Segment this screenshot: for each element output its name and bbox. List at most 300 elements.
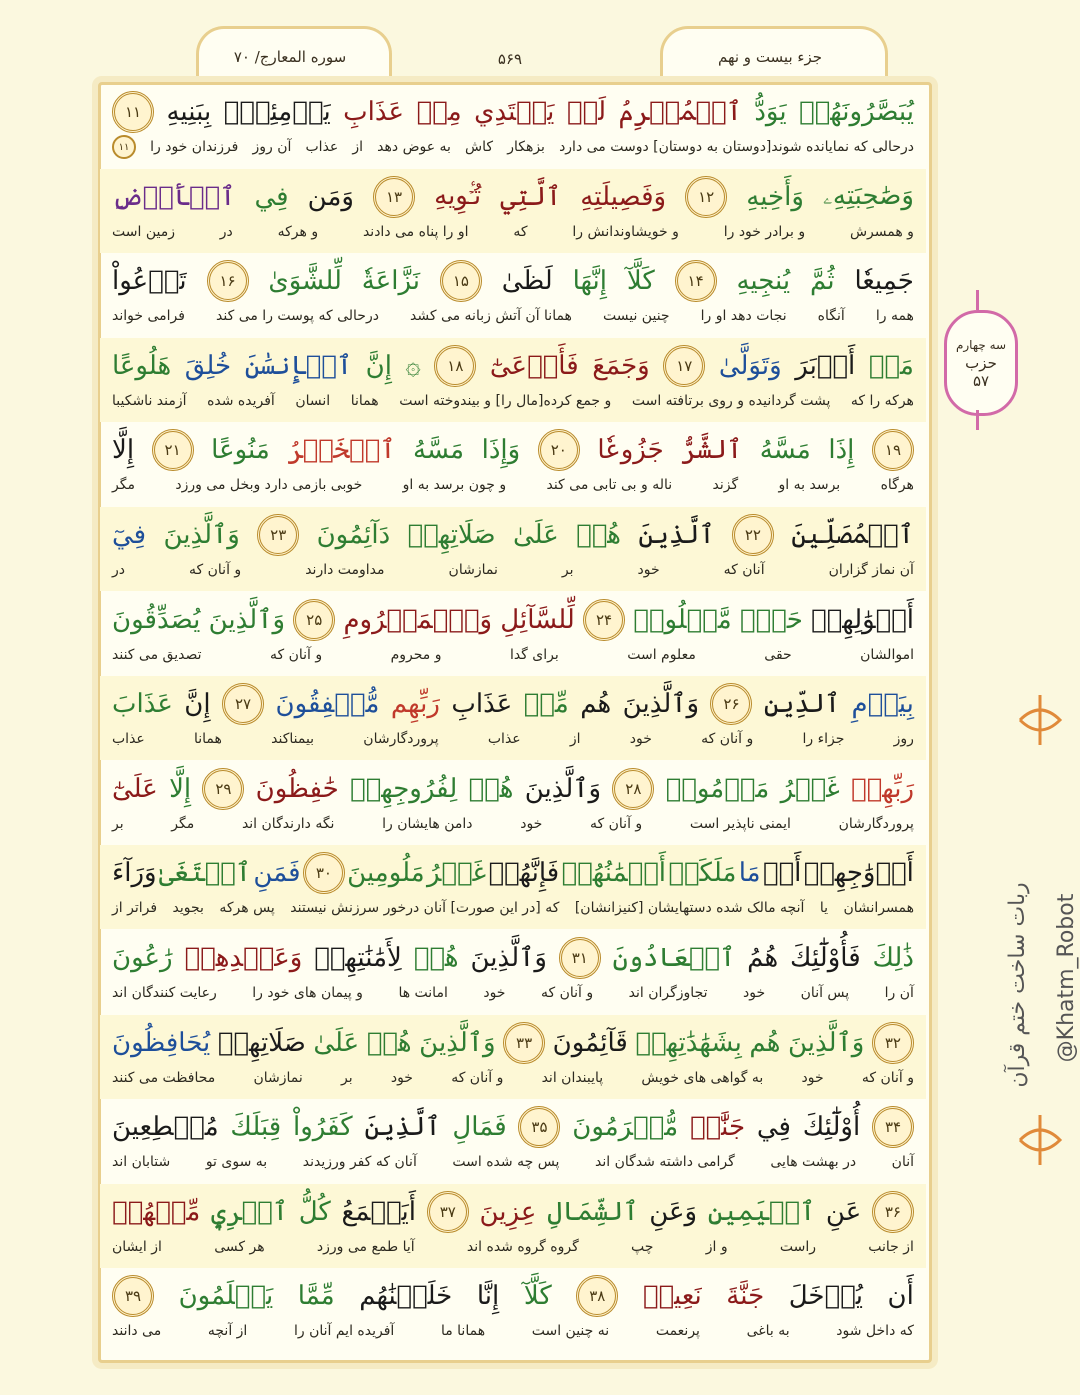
arabic-word: هُمۡ bbox=[366, 1027, 412, 1058]
translation-word: پروردگارشان bbox=[363, 731, 439, 748]
translation-word: می دانند bbox=[112, 1323, 162, 1340]
translation-word: همه را bbox=[875, 308, 914, 325]
translation-word: نمازشان bbox=[448, 562, 498, 578]
arabic-word: تَدۡعُواْ bbox=[112, 266, 187, 297]
arabic-word: أَمۡوَٰلِهِمۡ bbox=[811, 604, 914, 635]
persian-translation bbox=[112, 1318, 914, 1344]
arabic-word: جَنَّٰتٖ bbox=[689, 1112, 746, 1143]
translation-word: آیا طمع می ورزد bbox=[316, 1238, 415, 1255]
arabic-word: صَلَاتِهِمۡ bbox=[407, 520, 496, 550]
arabic-word: حَٰفِظُونَ bbox=[255, 773, 339, 804]
arabic-word: فَأَوۡعَىٰٓ bbox=[489, 350, 579, 381]
arabic-word: إِلَّا bbox=[169, 773, 192, 804]
arabic-word: عِزِينَ bbox=[479, 1196, 537, 1227]
arabic-word: يُحَافِظُونَ bbox=[112, 1027, 211, 1058]
arabic-text bbox=[112, 1103, 914, 1151]
arabic-word: مِّمَّا bbox=[297, 1281, 335, 1312]
arabic-word: وَإِذَا bbox=[481, 435, 521, 466]
arabic-word: أَدۡبَرَ bbox=[795, 350, 856, 381]
verse-line bbox=[100, 422, 926, 506]
arabic-word: وَٱلَّذِينَ bbox=[208, 604, 285, 635]
verse-line bbox=[100, 169, 926, 253]
arabic-text bbox=[112, 934, 914, 982]
translation-word: همسرانشان bbox=[843, 900, 914, 917]
translation-word: و آنان که bbox=[861, 1069, 914, 1086]
arabic-text bbox=[112, 426, 914, 474]
translation-word: فراتر از bbox=[112, 900, 158, 917]
arabic-word: أَيۡمَٰنُهُمۡ bbox=[561, 858, 667, 889]
translation-word: و هرکه bbox=[277, 223, 319, 240]
translation-word: عذاب bbox=[112, 731, 145, 748]
arabic-word: عَذَابِ bbox=[451, 689, 513, 720]
persian-translation bbox=[112, 134, 914, 160]
translation-word: در bbox=[219, 223, 233, 240]
translation-word: تجاوزگران اند bbox=[628, 985, 708, 1001]
arabic-word: كَلَّآ bbox=[523, 1281, 552, 1312]
arabic-word: كُلُّ bbox=[298, 1196, 331, 1227]
translation-word: بجوید bbox=[172, 900, 204, 917]
arabic-word: وَجَمَعَ bbox=[592, 350, 650, 381]
arabic-word: مَسَّهُ bbox=[413, 435, 465, 466]
persian-translation bbox=[112, 557, 914, 583]
translation-word: یا bbox=[819, 900, 828, 917]
hizb-tip-bottom bbox=[976, 410, 979, 430]
arabic-word: ٱلشَّرُّ bbox=[681, 435, 743, 466]
arabic-word: تُـٔۡوِيهِ bbox=[434, 181, 482, 212]
translation-word: پس هرکه bbox=[219, 900, 275, 917]
arabic-word: جَنَّةَ bbox=[726, 1281, 765, 1312]
translation-word: گزند bbox=[712, 477, 739, 494]
translation-word: برای گدا bbox=[509, 646, 559, 663]
arabic-word: عَنِ bbox=[825, 1196, 862, 1227]
ayah-number-marker: ۲۲ bbox=[732, 514, 774, 556]
arabic-word: مَا bbox=[738, 858, 761, 889]
arabic-text bbox=[112, 596, 914, 644]
arabic-word: يُنجِيهِ bbox=[736, 266, 791, 297]
arabic-word: هَلُوعًا bbox=[112, 350, 172, 381]
translation-word: و از bbox=[705, 1238, 728, 1255]
ayah-number-marker: ۲۹ bbox=[202, 768, 244, 810]
arabic-word: إِلَّا bbox=[112, 435, 135, 466]
arabic-text bbox=[112, 257, 914, 305]
arabic-word: يُصَدِّقُونَ bbox=[112, 604, 201, 635]
translation-word: آزمند ناشکیبا bbox=[112, 392, 187, 409]
verse-line bbox=[100, 1268, 926, 1352]
persian-translation bbox=[112, 472, 914, 498]
arabic-word: ٱلَّذِينَ bbox=[638, 520, 715, 550]
persian-translation bbox=[112, 642, 914, 668]
translation-word: از جانب bbox=[868, 1238, 914, 1255]
arabic-word: رَبِّهِمۡ bbox=[851, 773, 914, 804]
arabic-word: وَٱلَّذِينَ bbox=[419, 1027, 496, 1058]
arabic-word: مَّعۡلُومٞ bbox=[633, 604, 732, 635]
ayah-number-marker: ۲۳ bbox=[257, 514, 299, 556]
arabic-word: عَلَىٰ bbox=[512, 520, 559, 550]
arabic-word: لِّلسَّآئِلِ bbox=[500, 604, 575, 635]
translation-word: ایمنی ناپذیر است bbox=[689, 815, 791, 832]
translation-word: رعایت کنندگان اند bbox=[112, 985, 217, 1001]
arabic-word: مُّشۡفِقُونَ bbox=[275, 689, 380, 720]
translation-word: از ایشان bbox=[112, 1238, 162, 1255]
arabic-text bbox=[112, 1019, 914, 1067]
verse-line bbox=[100, 1015, 926, 1099]
translation-word: بر bbox=[341, 1069, 353, 1086]
arabic-word: وَٱلَّذِينَ bbox=[163, 520, 240, 550]
ayah-number-marker: ۳۲ bbox=[872, 1022, 914, 1064]
ayah-number-marker: ۳۶ bbox=[872, 1191, 914, 1233]
arabic-text bbox=[112, 765, 914, 813]
translation-word: که داخل شود bbox=[836, 1323, 914, 1340]
verse-line bbox=[100, 338, 926, 422]
translation-word: فرزندان خود را bbox=[150, 139, 239, 155]
arabic-word: مِّنۡهُمۡ bbox=[112, 1196, 201, 1227]
hizb-badge bbox=[944, 310, 1018, 416]
translation-word: چنین نیست bbox=[603, 308, 670, 325]
arabic-word: حَقّٞ bbox=[739, 604, 803, 635]
arabic-word: مَسَّهُ bbox=[759, 435, 811, 466]
ornament-icon bbox=[1010, 1110, 1070, 1170]
translation-word: آنان که bbox=[723, 562, 765, 578]
translation-word: مگر bbox=[112, 477, 135, 494]
persian-translation bbox=[112, 303, 914, 329]
arabic-word: ثُمَّ bbox=[810, 266, 835, 297]
translation-word: چپ bbox=[631, 1238, 654, 1255]
translation-word: بر bbox=[112, 815, 124, 832]
arabic-text bbox=[112, 849, 914, 897]
translation-word: فرامی خواند bbox=[112, 308, 185, 325]
verse-line bbox=[100, 84, 926, 168]
arabic-word: مَلَكَتۡ bbox=[668, 858, 737, 889]
translation-word: جزاء را bbox=[802, 731, 845, 748]
translation-word: آن را bbox=[884, 985, 914, 1001]
arabic-word: عَذَابَ bbox=[112, 689, 173, 720]
ayah-number-marker: ۲۷ bbox=[222, 683, 264, 725]
persian-translation bbox=[112, 219, 914, 245]
arabic-word: وَٱلَّذِينَ bbox=[470, 943, 547, 973]
translation-word: نجات دهد او را bbox=[700, 308, 787, 325]
persian-translation bbox=[112, 980, 914, 1006]
translation-word: و پیمان های خود را bbox=[252, 985, 363, 1001]
arabic-word: هُمۡ bbox=[468, 773, 514, 804]
arabic-word: خَلَقۡنَٰهُم bbox=[359, 1281, 453, 1312]
ayah-number-marker: ۳۷ bbox=[427, 1191, 469, 1233]
translation-word: از آنچه bbox=[207, 1323, 248, 1340]
arabic-word: لِّلشَّوَىٰ bbox=[268, 266, 342, 297]
translation-word: اموالشان bbox=[860, 646, 914, 663]
ayah-number-marker: ۱۲ bbox=[685, 176, 727, 218]
arabic-word: غَيۡرُ bbox=[780, 773, 840, 804]
arabic-word: ٱلۡإِنسَٰنَ bbox=[244, 350, 353, 381]
arabic-word: وَٱلَّذِينَ bbox=[622, 689, 700, 720]
translation-word: هرگاه bbox=[880, 477, 914, 494]
watermark bbox=[1000, 780, 1079, 1180]
arabic-word: دَآئِمُونَ bbox=[316, 520, 391, 550]
translation-word: برسد به او bbox=[778, 477, 841, 494]
translation-word: پرنعمت bbox=[655, 1323, 700, 1340]
arabic-word: وَتَوَلَّىٰ bbox=[718, 350, 782, 381]
ayah-number-marker: ۱۸ bbox=[434, 345, 476, 387]
arabic-word: قِبَلَكَ bbox=[230, 1112, 282, 1143]
ayah-number-marker: ۲۸ bbox=[612, 768, 654, 810]
hizb-quarter: سه چهارم bbox=[955, 338, 1007, 352]
translation-word: نگه دارندگان اند bbox=[241, 815, 335, 832]
arabic-word: وَرَآءَ bbox=[112, 858, 157, 889]
translation-word: گروه گروه شده اند bbox=[466, 1238, 579, 1255]
arabic-word: ٱلَّتِي bbox=[500, 181, 562, 212]
arabic-word: قَآئِمُونَ bbox=[552, 1027, 628, 1058]
juz-label: جزء بیست و نهم bbox=[717, 48, 823, 66]
arabic-text bbox=[112, 511, 914, 559]
translation-word: آنچه مالک شده دستهایشان [کنیزانشان] bbox=[574, 900, 805, 917]
translation-word: خوبی بازمی دارد وبخل می ورزد bbox=[175, 477, 363, 494]
translation-word: و محروم bbox=[390, 646, 442, 663]
arabic-word: فَأُوْلَٰٓئِكَ bbox=[790, 943, 861, 973]
arabic-word: بِيَوۡمِ bbox=[851, 689, 914, 720]
ayah-number-marker: ۲۶ bbox=[710, 683, 752, 725]
ayah-number-marker: ۱۹ bbox=[872, 429, 914, 471]
arabic-word: مِّنۡ bbox=[523, 689, 569, 720]
verse-line bbox=[100, 845, 926, 929]
translation-word: کاش bbox=[465, 139, 494, 155]
ayah-number-marker: ۳۸ bbox=[576, 1275, 618, 1317]
translation-word: آنان bbox=[891, 1154, 914, 1171]
arabic-word: وَأَخِيهِ bbox=[746, 181, 804, 212]
translation-word: و همسرش bbox=[849, 223, 914, 240]
translation-word: محافظت می کنند bbox=[112, 1069, 216, 1086]
arabic-word: فَمَالِ bbox=[452, 1112, 507, 1143]
arabic-word: ٱلَّذِينَ bbox=[364, 1112, 441, 1143]
arabic-word: ٱلۡأَرۡضِ bbox=[112, 181, 236, 212]
ornament-icon bbox=[1010, 690, 1070, 750]
arabic-word: ٱلۡمُجۡرِمُ bbox=[618, 97, 742, 127]
ayah-number-marker: ۱۵ bbox=[440, 260, 482, 302]
translation-word: بر bbox=[561, 562, 574, 578]
arabic-word: وَٱلَّذِينَ bbox=[787, 1027, 865, 1058]
translation-word: آن روز bbox=[252, 139, 292, 155]
ayah-number-marker: ۱۴ bbox=[675, 260, 717, 302]
translation-word: که [در این صورت] آنان درخور سرزنش نیستند bbox=[290, 900, 560, 917]
translation-word: آنان که کفر ورزیدند bbox=[302, 1154, 417, 1171]
translation-word: از bbox=[569, 731, 581, 748]
translation-word: خود bbox=[629, 731, 652, 748]
translation-word: پایبندان اند bbox=[541, 1069, 604, 1086]
arabic-word: رَٰعُونَ bbox=[112, 943, 173, 973]
ayah-number-marker: ۳۴ bbox=[872, 1106, 914, 1148]
arabic-word: نَعِيمٖ bbox=[642, 1281, 702, 1312]
translation-word: خود bbox=[483, 985, 506, 1001]
arabic-word: يَعۡلَمُونَ bbox=[178, 1281, 274, 1312]
ayah-number-marker: ۳۹ bbox=[112, 1275, 154, 1317]
translation-word: او را پناه می دادند bbox=[362, 223, 469, 240]
arabic-word: ٱلۡخَيۡرُ bbox=[287, 435, 396, 466]
arabic-word: وَٱلۡمَحۡرُومِ bbox=[343, 604, 493, 635]
translation-word: و آنان که bbox=[189, 562, 242, 578]
translation-word: پشت گردانیده و روی برتافته است bbox=[631, 392, 831, 409]
ayah-number-marker: ۳۰ bbox=[303, 852, 345, 894]
arabic-word: كَلَّآ bbox=[626, 266, 655, 297]
translation-word: پروردگارشان bbox=[838, 815, 914, 832]
arabic-word: فِي bbox=[254, 181, 289, 212]
arabic-word: فَمَنِ bbox=[253, 858, 301, 889]
arabic-word: أَن bbox=[887, 1281, 914, 1312]
translation-word: شتابان اند bbox=[112, 1154, 171, 1171]
page-number: ۵۶۹ bbox=[497, 50, 523, 68]
arabic-word: بِبَنِيهِ bbox=[166, 97, 212, 127]
arabic-word: إِنَّا bbox=[476, 1281, 500, 1312]
persian-translation bbox=[112, 388, 914, 414]
surah-name: سوره المعارج/ ۷۰ bbox=[233, 48, 347, 66]
translation-word: و چون برسد به او bbox=[402, 477, 507, 494]
ayah-number-marker: ۲۰ bbox=[538, 429, 580, 471]
translation-word: پس آنان bbox=[800, 985, 850, 1001]
arabic-word: هُمۡ bbox=[576, 520, 622, 550]
arabic-word: إِذَا bbox=[828, 435, 855, 466]
arabic-word: ٱلشِّمَالِ bbox=[547, 1196, 639, 1227]
arabic-word: عَلَىٰٓ bbox=[112, 773, 158, 804]
arabic-word: ۞ bbox=[405, 350, 421, 381]
arabic-word: مَنُوعًا bbox=[211, 435, 270, 466]
translation-word: در bbox=[112, 562, 125, 578]
watermark-title: ربات ساخت ختم قرآن bbox=[1005, 882, 1030, 1088]
persian-translation bbox=[112, 1065, 914, 1091]
arabic-word: أَوۡ bbox=[762, 858, 802, 889]
translation-word: عذاب bbox=[305, 139, 339, 155]
arabic-word: مَنۡ bbox=[868, 350, 914, 381]
persian-translation bbox=[112, 895, 914, 921]
arabic-word: وَٱلَّذِينَ bbox=[524, 773, 602, 804]
arabic-word: مِنۡ bbox=[416, 97, 462, 127]
translation-word: همانا bbox=[194, 731, 222, 748]
translation-word: همانا ما bbox=[440, 1323, 486, 1340]
arabic-word: ٱمۡرِيٕٖ bbox=[211, 1196, 288, 1227]
arabic-word: هُم bbox=[580, 689, 612, 720]
translation-word: آن نماز گزاران bbox=[828, 562, 914, 578]
translation-word: مداومت دارند bbox=[305, 562, 385, 578]
arabic-word: هُم bbox=[749, 1027, 781, 1058]
arabic-word: لِفُرُوجِهِمۡ bbox=[350, 773, 458, 804]
translation-word: بزهکار bbox=[507, 139, 545, 155]
translation-word: از bbox=[352, 139, 364, 155]
translation-word: درحالی که پوست را می کند bbox=[216, 308, 379, 325]
translation-word: زمین است bbox=[112, 223, 175, 240]
translation-word: و آنان که bbox=[590, 815, 643, 832]
arabic-word: أَيَطۡمَعُ bbox=[341, 1196, 417, 1227]
arabic-word: ٱبۡتَغَىٰ bbox=[158, 858, 252, 889]
arabic-word: فَإِنَّهُمۡ bbox=[488, 858, 560, 889]
arabic-word: أُوْلَٰٓئِكَ bbox=[802, 1112, 861, 1143]
verse-line bbox=[100, 1099, 926, 1183]
arabic-word: ٱلدِّينِ bbox=[763, 689, 841, 720]
ayah-number-marker: ۲۴ bbox=[583, 599, 625, 641]
hizb-marker bbox=[944, 290, 1016, 430]
arabic-text bbox=[112, 1188, 914, 1236]
translation-word: و آنان که bbox=[701, 731, 754, 748]
arabic-word: رَبِّهِم bbox=[390, 689, 440, 720]
arabic-word: وَصَٰحِبَتِهِۦ bbox=[823, 181, 914, 212]
ayah-number-marker: ۱۷ bbox=[663, 345, 705, 387]
translation-word: خود bbox=[743, 985, 766, 1001]
translation-word: همانا آن آتش زبانه می کشد bbox=[409, 308, 572, 325]
translation-word: حقی bbox=[764, 646, 792, 663]
persian-translation bbox=[112, 1149, 914, 1175]
ayah-number-marker: ۳۳ bbox=[503, 1022, 545, 1064]
arabic-word: يُبَصَّرُونَهُمۡ bbox=[799, 97, 914, 127]
arabic-word: مُّكۡرَمُونَ bbox=[572, 1112, 679, 1143]
arabic-text bbox=[112, 88, 914, 136]
arabic-word: ٱلۡيَمِينِ bbox=[707, 1196, 816, 1227]
persian-translation bbox=[112, 1234, 914, 1260]
translation-word: روز bbox=[893, 731, 914, 748]
arabic-text bbox=[112, 173, 914, 221]
translation-word: به گواهی های خویش bbox=[641, 1069, 764, 1086]
verse-line bbox=[100, 930, 926, 1014]
arabic-text bbox=[112, 342, 914, 390]
arabic-word: مُهۡطِعِينَ bbox=[112, 1112, 219, 1143]
arabic-word: عَلَىٰ bbox=[313, 1027, 360, 1058]
arabic-word: هُمۡ bbox=[413, 943, 459, 973]
translation-word: به باغی bbox=[746, 1323, 790, 1340]
translation-word: هر کسی bbox=[214, 1238, 265, 1255]
translation-word: نمازشان bbox=[253, 1069, 303, 1086]
arabic-word: مَأۡمُونٖ bbox=[665, 773, 770, 804]
arabic-word: إِنَّ bbox=[365, 350, 392, 381]
translation-word: دامن هایشان را bbox=[382, 815, 473, 832]
translation-word: ناله و بی تابی می کند bbox=[546, 477, 673, 494]
arabic-word: يَوَدُّ bbox=[754, 97, 787, 127]
translation-word: نه چنین است bbox=[531, 1323, 610, 1340]
translation-word: که bbox=[513, 223, 528, 240]
translation-word: تصدیق می کنند bbox=[112, 646, 202, 663]
arabic-word: وَعَنِ bbox=[649, 1196, 698, 1227]
verse-line bbox=[100, 1184, 926, 1268]
arabic-word: جَمِيعٗا bbox=[854, 266, 914, 297]
translation-word: عذاب bbox=[487, 731, 521, 748]
verse-line bbox=[100, 253, 926, 337]
translation-word: مگر bbox=[171, 815, 195, 832]
ayah-number-marker: ۲۱ bbox=[152, 429, 194, 471]
ayah-number-marker: ۳۵ bbox=[518, 1106, 560, 1148]
arabic-word: يُدۡخَلَ bbox=[788, 1281, 863, 1312]
translation-word: همانا bbox=[350, 392, 379, 409]
arabic-text bbox=[112, 680, 914, 728]
arabic-word: كَفَرُواْ bbox=[293, 1112, 353, 1143]
translation-word: در بهشت هایی bbox=[770, 1154, 857, 1171]
arabic-word: هُمُ bbox=[747, 943, 779, 973]
arabic-word: فِيٓ bbox=[112, 520, 147, 550]
ayah-number-marker: ۲۵ bbox=[293, 599, 335, 641]
hizb-tip-top bbox=[976, 290, 979, 310]
translation-word: خود bbox=[520, 815, 543, 832]
arabic-word: إِنَّ bbox=[184, 689, 211, 720]
arabic-word: لَظَىٰ bbox=[501, 266, 553, 297]
arabic-word: يَفۡتَدِي bbox=[474, 97, 555, 127]
arabic-word: صَلَاتِهِمۡ bbox=[217, 1027, 306, 1058]
persian-translation bbox=[112, 726, 914, 752]
translation-word: معلوم است bbox=[627, 646, 696, 663]
arabic-word: وَعَهۡدِهِمۡ bbox=[184, 943, 303, 973]
translation-word: و خویشاوندانش را bbox=[572, 223, 679, 240]
arabic-word: لِأَمَٰنَٰتِهِمۡ bbox=[314, 943, 402, 973]
hizb-label: حزب bbox=[965, 354, 997, 372]
arabic-word: مَلُومِينَ bbox=[347, 858, 425, 889]
arabic-word: لَوۡ bbox=[566, 97, 607, 127]
translation-word: و آنان که bbox=[269, 646, 323, 663]
ayah-number-marker: ۱۱ bbox=[112, 91, 154, 133]
verse-line bbox=[100, 507, 926, 591]
ayah-number-marker: ۳۱ bbox=[559, 937, 601, 979]
watermark-handle: @Khatm_Robot bbox=[1054, 893, 1079, 1063]
translation-word: به سوی تو bbox=[205, 1154, 268, 1171]
